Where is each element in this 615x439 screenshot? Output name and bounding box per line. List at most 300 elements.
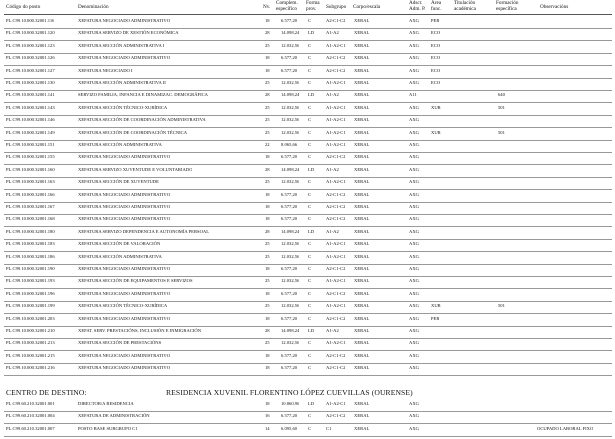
cell-subgrupo: A1-A2-C1 — [326, 241, 346, 247]
cell-complemento: 12.032,56 — [281, 80, 300, 85]
cell-subgrupo: C1 — [326, 425, 332, 431]
cell-forma: LD — [308, 401, 315, 406]
cell-denominacion: XEFATURA NEGOCIADO ADMINISTRATIVO — [78, 216, 171, 222]
cell-denominacion: XEFATURA SECCIÓN DE VALORACIÓN — [78, 241, 161, 247]
cell-nivel: 25 — [265, 104, 270, 110]
cell-corpo: XERAL — [354, 328, 370, 333]
cell-corpo: XERAL — [354, 104, 370, 110]
table-row — [0, 227, 615, 237]
cell-subgrupo: A1-A2 — [326, 166, 339, 172]
centre-label: CENTRO DE DESTINO: — [6, 388, 87, 397]
cell-subgrupo: A1-A2 — [326, 92, 339, 98]
cell-complemento: 6.095,60 — [281, 425, 298, 431]
table-row — [0, 202, 615, 212]
cell-corpo: XERAL — [354, 142, 370, 147]
cell-denominacion: XEFATURA NEGOCIADO ADMINISTRATIVO — [78, 266, 171, 271]
cell-adscricion: AXG — [409, 352, 419, 358]
cell-code: PL.C99.10.000.32001.116 — [6, 18, 55, 23]
cell-forma: LD — [308, 30, 315, 36]
cell-code: PL.C99.10.000.32001.167 — [6, 204, 55, 209]
cell-adscricion: AXG — [409, 216, 419, 222]
cell-complemento: 12.032,56 — [281, 104, 300, 110]
cell-code: PL.C99.10.000.32001.130 — [6, 80, 55, 85]
cell-denominacion: XEFATURA SECCIÓN TÉCNICO-XURÍDICA — [78, 303, 168, 309]
table-row — [0, 103, 615, 113]
cell-nivel: 18 — [265, 18, 270, 23]
cell-forma: C — [308, 42, 312, 48]
cell-code: PL.C99.60.210.32001.007 — [6, 425, 55, 431]
cell-nivel: 25 — [265, 117, 270, 123]
cell-corpo: XERAL — [354, 253, 370, 259]
cell-complemento: 6.577,20 — [281, 154, 298, 160]
cell-forma: C — [308, 67, 312, 73]
cell-adscricion: AXG — [409, 30, 419, 36]
cell-subgrupo: A1-A2-C1 — [326, 104, 346, 110]
cell-complemento: 12.032,56 — [281, 253, 300, 259]
centre-name: RESIDENCIA XUVENIL FLORENTINO LÓPEZ CUEVILLAS (OURENSE) — [166, 388, 413, 397]
cell-nivel: 28 — [265, 92, 270, 98]
cell-code: PL.C99.10.000.32001.168 — [6, 216, 55, 222]
cell-corpo: XERAL — [354, 80, 370, 85]
cell-denominacion: XEFATURA SECCIÓN DE EQUIPAMENTOS E SERVIZOS — [78, 278, 193, 284]
cell-complemento: 6.577,20 — [281, 266, 298, 271]
cell-forma: C — [308, 413, 312, 419]
table-row — [0, 301, 615, 311]
table-row — [0, 264, 615, 274]
table-row — [0, 140, 615, 150]
cell-nivel: 18 — [265, 290, 270, 296]
cell-subgrupo: A1-A2-C1 — [326, 80, 346, 85]
header-denominacion: Denominación — [78, 4, 109, 10]
cell-formacion: 501 — [498, 104, 505, 110]
cell-area: ECO — [431, 67, 441, 73]
header-adscricion: Adscr. Adm. P. — [409, 0, 426, 12]
cell-corpo: XERAL — [354, 166, 370, 172]
cell-area: PER — [431, 315, 440, 321]
cell-forma: C — [308, 55, 312, 61]
cell-observacions: OCUPADO LABORAL FIXO — [537, 425, 594, 431]
cell-area: ECO — [431, 80, 441, 85]
cell-complemento: 6.577,20 — [281, 290, 298, 296]
cell-denominacion: XEFATURA NEGOCIADO ADMINISTRATIVO — [78, 204, 171, 209]
cell-complemento: 6.577,20 — [281, 18, 298, 23]
cell-complemento: 12.032,56 — [281, 129, 300, 135]
cell-subgrupo: A2-C1-C2 — [326, 413, 346, 419]
cell-forma: C — [308, 129, 312, 135]
cell-complemento: 14.098,24 — [281, 30, 300, 36]
table-row — [0, 424, 615, 434]
cell-denominacion: XEFATURA SECCIÓN DE XUVENTUDE — [78, 179, 159, 185]
cell-subgrupo: A2-C1-C2 — [326, 266, 346, 271]
cell-code: PL.C99.10.000.32001.186 — [6, 253, 55, 259]
cell-corpo: XERAL — [354, 303, 370, 309]
table-row — [0, 399, 615, 409]
header-complemento: Complem. específico — [276, 0, 298, 12]
cell-forma: C — [308, 425, 312, 431]
cell-subgrupo: A1-A2-C1 — [326, 278, 346, 284]
cell-adscricion: A11 — [409, 92, 417, 98]
cell-nivel: 18 — [265, 315, 270, 321]
cell-subgrupo: A2-C1-C2 — [326, 315, 346, 321]
cell-denominacion: XEFATURA NEGOCIADO ADMINISTRATIVO — [78, 352, 171, 358]
cell-adscricion: AXG — [409, 204, 419, 209]
table-row — [0, 66, 615, 76]
cell-complemento: 6.577,20 — [281, 55, 298, 61]
cell-adscricion: AXG — [409, 266, 419, 271]
cell-subgrupo: A1-A2-C1 — [326, 117, 346, 123]
cell-complemento: 12.032,56 — [281, 42, 300, 48]
cell-nivel: 25 — [265, 80, 270, 85]
cell-denominacion: XEFATURA SECCIÓN ADMINISTRATIVA I — [78, 42, 165, 48]
cell-forma: C — [308, 352, 312, 358]
cell-corpo: XERAL — [354, 92, 370, 98]
cell-complemento: 14.098,24 — [281, 228, 300, 234]
cell-subgrupo: A1-A2-C1 — [326, 142, 346, 147]
cell-forma: LD — [308, 328, 315, 333]
cell-forma: C — [308, 204, 312, 209]
cell-area: PER — [431, 18, 440, 23]
cell-subgrupo: A1-A2-C1 — [326, 340, 346, 346]
cell-subgrupo: A1-A2-C1 — [326, 179, 346, 185]
cell-area: ECO — [431, 30, 441, 36]
cell-subgrupo: A1-A2-C1 — [326, 401, 346, 406]
table-row — [0, 28, 615, 38]
cell-complemento: 6.577,20 — [281, 216, 298, 222]
cell-corpo: XERAL — [354, 266, 370, 271]
cell-nivel: 18 — [265, 67, 270, 73]
table-row — [0, 177, 615, 187]
cell-nivel: 16 — [265, 413, 270, 419]
cell-area: XUR — [431, 303, 441, 309]
cell-complemento: 6.577,20 — [281, 352, 298, 358]
cell-forma: C — [308, 191, 312, 197]
cell-denominacion: XEFATURA SERVIZO DE XESTIÓN ECONÓMICA — [78, 30, 179, 36]
cell-formacion: 501 — [498, 129, 505, 135]
cell-forma: C — [308, 253, 312, 259]
cell-subgrupo: A2-C1-C2 — [326, 154, 346, 160]
cell-adscricion: AXG — [409, 365, 419, 371]
cell-denominacion: XEFATURA SECCIÓN DE COORDINACIÓN TÉCNICA — [78, 129, 188, 135]
cell-nivel: 18 — [265, 55, 270, 61]
cell-code: PL.C99.10.000.32001.151 — [6, 142, 55, 147]
cell-forma: C — [308, 80, 312, 85]
cell-forma: C — [308, 154, 312, 160]
table-row — [0, 411, 615, 421]
cell-subgrupo: A1-A2 — [326, 328, 339, 333]
cell-corpo: XERAL — [354, 278, 370, 284]
header-subgrupo: Subgrupo — [326, 4, 347, 10]
header-codigo: Código do posto — [6, 4, 41, 10]
cell-nivel: 18 — [265, 266, 270, 271]
cell-forma: C — [308, 179, 312, 185]
cell-nivel: 25 — [265, 42, 270, 48]
cell-adscricion: AXG — [409, 80, 419, 85]
cell-nivel: 28 — [265, 228, 270, 234]
cell-forma: C — [308, 266, 312, 271]
cell-code: PL.C99.60.210.32001.004 — [6, 413, 55, 419]
table-row — [0, 115, 615, 125]
cell-area: XUR — [431, 104, 441, 110]
cell-corpo: XERAL — [354, 55, 370, 61]
cell-nivel: 25 — [265, 278, 270, 284]
cell-denominacion: XEFATURA NEGOCIADO ADMINISTRATIVO — [78, 154, 171, 160]
cell-denominacion: XEFATURA SECCIÓN TÉCNICO-XURÍDICA — [78, 104, 168, 110]
cell-denominacion: XEFATURA NEGOCIADO ADMINISTRATIVO — [78, 290, 171, 296]
cell-denominacion: XEFATURA SERVIZO XUVENTUDE E VOLUNTARIADO — [78, 166, 193, 172]
cell-nivel: 22 — [265, 142, 270, 147]
cell-nivel: 25 — [265, 129, 270, 135]
cell-denominacion: XEFATURA NEGOCIADO ADMINISTRATIVO — [78, 365, 171, 371]
cell-nivel: 28 — [265, 30, 270, 36]
cell-adscricion: AXG — [409, 228, 419, 234]
cell-subgrupo: A1-A2-C1 — [326, 42, 346, 48]
cell-forma: C — [308, 290, 312, 296]
cell-nivel: 25 — [265, 241, 270, 247]
cell-subgrupo: A1-A2-C1 — [326, 253, 346, 259]
header-area: Área func. — [431, 0, 442, 12]
cell-adscricion: AXG — [409, 425, 419, 431]
cell-complemento: 6.577,20 — [281, 365, 298, 371]
cell-nivel: 28 — [265, 166, 270, 172]
cell-subgrupo: A2-C1-C2 — [326, 204, 346, 209]
cell-denominacion: XEFATURA NEGOCIADO ADMINISTRATIVO — [78, 55, 171, 61]
table-row — [0, 252, 615, 262]
cell-code: PL.C99.10.000.32001.120 — [6, 30, 55, 36]
cell-adscricion: AXG — [409, 290, 419, 296]
cell-code: PL.C99.10.000.32001.155 — [6, 154, 55, 160]
cell-complemento: 6.577,20 — [281, 67, 298, 73]
table-row — [0, 53, 615, 63]
cell-denominacion: XEFATURA SECCIÓN ADMINISTRATIVA II — [78, 80, 166, 85]
cell-adscricion: AXG — [409, 179, 419, 185]
cell-forma: C — [308, 18, 312, 23]
cell-nivel: 18 — [265, 154, 270, 160]
cell-subgrupo: A2-C1-C2 — [326, 67, 346, 73]
cell-complemento: 6.577,20 — [281, 191, 298, 197]
cell-complemento: 12.032,56 — [281, 303, 300, 309]
cell-forma: C — [308, 278, 312, 284]
cell-corpo: XERAL — [354, 425, 370, 431]
cell-code: PL.C99.60.210.32001.001 — [6, 401, 55, 406]
cell-complemento: 12.032,56 — [281, 340, 300, 346]
cell-nivel: 18 — [265, 191, 270, 197]
cell-adscricion: AXG — [409, 241, 419, 247]
header-forma: Forma prov. — [306, 0, 320, 12]
cell-denominacion: XEFATURA SERVIZO DEPENDENCIA E AUTONOMÍA PERSOAL — [78, 228, 210, 234]
cell-denominacion: POSTO BASE SUBGRUPO C1 — [78, 425, 138, 431]
cell-complemento: 12.032,56 — [281, 179, 300, 185]
cell-adscricion: AXG — [409, 42, 419, 48]
cell-nivel: 25 — [265, 253, 270, 259]
cell-adscricion: AXG — [409, 104, 419, 110]
cell-denominacion: XEFATURA NEGOCIADO ADMINISTRATIVO — [78, 191, 171, 197]
cell-denominacion: XEFATURA DE ADMINISTRACIÓN — [78, 413, 150, 419]
cell-formacion: 501 — [498, 303, 505, 309]
cell-corpo: XERAL — [354, 67, 370, 73]
cell-corpo: XERAL — [354, 216, 370, 222]
cell-complemento: 14.098,24 — [281, 328, 300, 333]
cell-subgrupo: A1-A2-C1 — [326, 129, 346, 135]
cell-code: PL.C99.10.000.32001.126 — [6, 55, 55, 61]
cell-complemento: 12.032,56 — [281, 117, 300, 123]
cell-nivel: 18 — [265, 204, 270, 209]
cell-corpo: XERAL — [354, 413, 370, 419]
cell-denominacion: XEFATURA SECCIÓN ADMINISTRATIVA — [78, 142, 162, 147]
cell-corpo: XERAL — [354, 30, 370, 36]
cell-code: PL.C99.10.000.32001.143 — [6, 104, 55, 110]
row-divider — [4, 436, 612, 437]
table-row — [0, 214, 615, 224]
cell-adscricion: AXG — [409, 413, 419, 419]
cell-subgrupo: A2-C1-C2 — [326, 365, 346, 371]
cell-nivel: 25 — [265, 179, 270, 185]
cell-nivel: 18 — [265, 365, 270, 371]
cell-nivel: 28 — [265, 328, 270, 333]
table-row — [0, 314, 615, 324]
cell-forma: C — [308, 315, 312, 321]
table-row — [0, 239, 615, 249]
cell-forma: C — [308, 142, 312, 147]
cell-corpo: XERAL — [354, 352, 370, 358]
cell-code: PL.C99.10.000.32001.183 — [6, 241, 55, 247]
cell-denominacion: XEFATURA SECCIÓN DE PRESTACIÓNS — [78, 340, 162, 346]
table-row — [0, 152, 615, 162]
cell-adscricion: AXG — [409, 191, 419, 197]
cell-adscricion: AXG — [409, 154, 419, 160]
cell-denominacion: XEFATURA SECCIÓN ADMINISTRATIVA — [78, 253, 162, 259]
table-row — [0, 326, 615, 336]
header-observacions: Observacións — [540, 4, 569, 10]
table-row — [0, 16, 615, 26]
cell-forma: LD — [308, 92, 315, 98]
row-divider — [4, 375, 612, 376]
table-row — [0, 363, 615, 373]
cell-subgrupo: A2-C1-C2 — [326, 216, 346, 222]
cell-complemento: 6.577,20 — [281, 204, 298, 209]
cell-complemento: 12.032,56 — [281, 241, 300, 247]
cell-code: PL.C99.10.000.32001.141 — [6, 92, 55, 98]
header-formacion: Formación específica — [496, 0, 519, 12]
cell-subgrupo: A2-C1-C2 — [326, 55, 346, 61]
cell-code: PL.C99.10.000.32001.123 — [6, 42, 55, 48]
cell-forma: C — [308, 303, 312, 309]
cell-adscricion: AXG — [409, 303, 419, 309]
cell-code: PL.C99.10.000.32001.193 — [6, 278, 55, 284]
cell-subgrupo: A1-A2 — [326, 30, 339, 36]
cell-area: XUR — [431, 129, 441, 135]
table-row — [0, 190, 615, 200]
cell-forma: LD — [308, 166, 315, 172]
cell-adscricion: AXG — [409, 253, 419, 259]
cell-forma: C — [308, 216, 312, 222]
cell-complemento: 14.098,24 — [281, 92, 300, 98]
cell-nivel: 25 — [265, 303, 270, 309]
header-rule — [4, 14, 612, 15]
cell-forma: C — [308, 365, 312, 371]
table-row — [0, 41, 615, 51]
cell-code: PL.C99.10.000.32001.149 — [6, 129, 55, 135]
cell-area: ECO — [431, 55, 441, 61]
cell-corpo: XERAL — [354, 117, 370, 123]
cell-adscricion: AXG — [409, 328, 419, 333]
cell-denominacion: XEFATURA NEGOCIADO I — [78, 67, 133, 73]
table-row — [0, 276, 615, 286]
cell-code: PL.C99.10.000.32001.146 — [6, 117, 55, 123]
cell-denominacion: XEFATURA NEGOCIADO ADMINISTRATIVO — [78, 18, 171, 23]
cell-nivel: 18 — [265, 352, 270, 358]
cell-adscricion: AXG — [409, 315, 419, 321]
cell-adscricion: AXG — [409, 142, 419, 147]
cell-corpo: XERAL — [354, 340, 370, 346]
cell-corpo: XERAL — [354, 315, 370, 321]
header-nivel: Nv. — [263, 4, 271, 10]
cell-denominacion: XEFATURA NEGOCIADO ADMINISTRATIVO — [78, 315, 171, 321]
cell-adscricion: AXG — [409, 166, 419, 172]
cell-adscricion: AXG — [409, 55, 419, 61]
cell-complemento: 12.032,56 — [281, 278, 300, 284]
cell-denominacion: XEFATURA SECCIÓN DE COORDINACIÓN ADMINISTRATIVA — [78, 117, 206, 123]
cell-adscricion: AXG — [409, 340, 419, 346]
cell-corpo: XERAL — [354, 228, 370, 234]
table-row — [0, 78, 615, 88]
cell-formacion: 640 — [498, 92, 505, 98]
cell-code: PL.C99.10.000.32001.213 — [6, 340, 55, 346]
table-row — [0, 351, 615, 361]
cell-corpo: XERAL — [354, 241, 370, 247]
table-row — [0, 338, 615, 348]
cell-denominacion: XEFAT. SERV. PRESTACIÓNS, INCLUSIÓN E INMIGRACIÓN — [78, 328, 202, 333]
cell-subgrupo: A2-C1-C2 — [326, 191, 346, 197]
cell-code: PL.C99.10.000.32001.166 — [6, 191, 55, 197]
cell-subgrupo: A2-C1-C2 — [326, 18, 346, 23]
cell-complemento: 6.577,20 — [281, 315, 298, 321]
cell-complemento: 14.098,24 — [281, 166, 300, 172]
cell-adscricion: AXG — [409, 18, 419, 23]
cell-code: PL.C99.10.000.32001.127 — [6, 67, 55, 73]
cell-corpo: XERAL — [354, 401, 370, 406]
cell-code: PL.C99.10.000.32001.199 — [6, 303, 55, 309]
cell-complemento: 6.577,20 — [281, 413, 298, 419]
cell-nivel: 14 — [265, 425, 270, 431]
table-row — [0, 90, 615, 100]
cell-subgrupo: A1-A2 — [326, 228, 339, 234]
cell-forma: C — [308, 340, 312, 346]
cell-corpo: XERAL — [354, 290, 370, 296]
cell-nivel: 18 — [265, 401, 270, 406]
cell-corpo: XERAL — [354, 129, 370, 135]
cell-forma: LD — [308, 228, 315, 234]
cell-code: PL.C99.10.000.32001.203 — [6, 315, 55, 321]
cell-subgrupo: A2-C1-C2 — [326, 352, 346, 358]
cell-adscricion: AXG — [409, 67, 419, 73]
cell-adscricion: AXG — [409, 278, 419, 284]
table-row — [0, 165, 615, 175]
cell-denominacion: SERVIZO FAMILIA, INFANCIA E DINAMIZAC. DEMOGRÁFICA — [78, 92, 208, 98]
cell-code: PL.C99.10.000.32001.180 — [6, 228, 55, 234]
cell-complemento: 8.065,66 — [281, 142, 298, 147]
cell-denominacion: DIRECTOR/A RESIDENCIA — [78, 401, 134, 406]
cell-corpo: XERAL — [354, 179, 370, 185]
cell-corpo: XERAL — [354, 204, 370, 209]
cell-subgrupo: A1-A2-C1 — [326, 303, 346, 309]
cell-area: ECO — [431, 42, 441, 48]
cell-corpo: XERAL — [354, 18, 370, 23]
cell-code: PL.C99.10.000.32001.160 — [6, 166, 55, 172]
cell-nivel: 25 — [265, 340, 270, 346]
cell-nivel: 18 — [265, 216, 270, 222]
cell-corpo: XERAL — [354, 154, 370, 160]
table-row — [0, 289, 615, 299]
